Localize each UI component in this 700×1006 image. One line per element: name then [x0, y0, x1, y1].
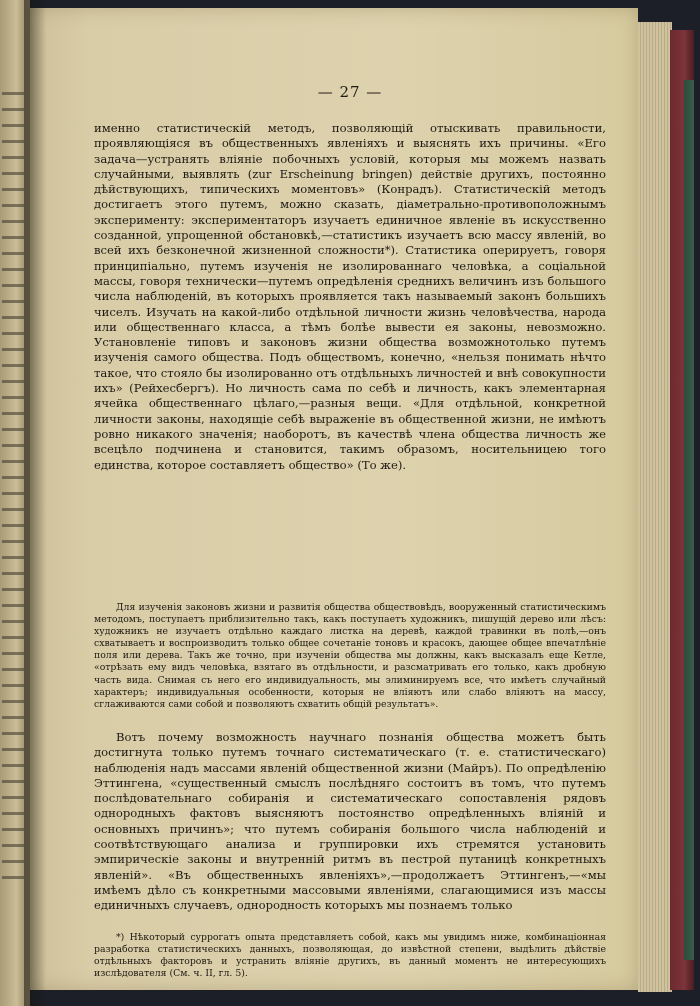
main-paragraph-2: Вотъ почему возможность научнаго познанія общества можетъ быть достигнута только путемъ точнаго систематическаго (т. е. статистическаго) наблюденія надъ массами явленій общественной жизни (Майръ). По опредѣленію Эттингена, «существенный смыслъ послѣдняго состоитъ въ томъ, что путемъ послѣдовательнаго собиранія и систематическаго сопоставленія рядовъ однородныхъ фактовъ выясняютъ постоянство опредѣленныхъ вліяній и основныхъ причинъ»; что путемъ собиранія большого числа наблюденій и соотвѣтствующаго анализа и группировки ихъ стремятся установить эмпирическіе законы и внутренній ритмъ въ пестрой путаницѣ конкретныхъ явленій». «Въ общественныхъ явленіяхъ»,—продолжаетъ Эттингенъ,—«мы имѣемъ дѣло съ конкретными массовыми явленіями, слагающимися изъ массы единичныхъ случаевъ, однородность которыхъ мы познаемъ только	[94, 730, 606, 913]
page-number: — 27 —	[317, 83, 383, 101]
footnote: *) Нѣкоторый суррогатъ опыта представляетъ собой, какъ мы увидимъ ниже, комбинаціонная разработка статистическихъ данныхъ, позволяющая, до извѣстной степени, выдѣлить дѣйствіе отдѣльныхъ факторовъ и устранить вліяніе другихъ, въ данный моментъ не интересующихъ изслѣдователя (См. ч. II, гл. 5).	[94, 932, 606, 980]
page-stack-edges	[638, 22, 672, 992]
book-cover-band	[684, 80, 694, 960]
main-paragraph: именно статистическій методъ, позволяющій отыскивать правильности, проявляющіяся въ общественныхъ явленіяхъ и выяснять ихъ причины. «Его задача—устранять вліяніе побочныхъ условій, которыя мы можемъ назвать случайными, выявлять (zur Erscheinung bringen) действіе другихъ, постоянно дѣйствующихъ, типическихъ моментовъ» (Конрадъ). Статистическій методъ достигаетъ этого путемъ, можно сказать, діаметрально-противоположнымъ эксперименту: экспериментаторъ изучаетъ единичное явленіе въ искусственно созданной, упрощенной обстановкѣ,—статистикъ изучаетъ всю массу явленій, во всей ихъ безконечной жизненной сложности*). Статистика оперируетъ, говоря принципіально, путемъ изученія не изолированнаго человѣка, а соціальной массы, говоря технически—путемъ опредѣленія среднихъ величинъ изъ большого числа наблюденій, въ которыхъ проявляется такъ называемый законъ большихъ чиселъ. Изучать на какой-либо отдѣльной личности жизнь человѣчества, народа или общественнаго класса, а тѣмъ болѣе вывести ея законы, невозможно. Установленіе типовъ и законовъ жизни общества возможнотолько путемъ изученія самого общества. Подъ обществомъ, конечно, «нельзя понимать нѣчто такое, что стояло бы изолированно отъ отдѣльныхъ личностей и внѣ совокупности ихъ» (Рейхесбергъ). Но личность сама по себѣ и личность, какъ элементарная ячейка общественнаго цѣлаго,—разныя вещи. «Для отдѣльной, конкретной личности законы, находящіе себѣ выраженіе въ общественной жизни, не имѣютъ ровно никакого значенія; наоборотъ, въ качествѣ члена общества личность же всецѣло подчинена и становится, такимъ образомъ, носительницею того единства, которое составляетъ общество» (То же).	[94, 121, 606, 472]
gutter-shadow	[24, 0, 46, 1006]
small-print-paragraph: Для изученія законовъ жизни и развитія общества обществовѣдъ, вооруженный статистическимъ методомъ, поступаетъ приблизительно такъ, какъ поступаетъ художникъ, пишущій дерево или лѣсъ: художникъ не изучаетъ отдѣльно каждаго листка на деревѣ, каждой травинки въ полѣ,—онъ схватываетъ и воспроизводитъ только общее сочетаніе тоновъ и красокъ, дающее общее впечатлѣніе поля или дерева. Такъ же точно, при изученіи общества мы должны, какъ высказалъ еще Кетле, «отрѣзать ему видъ человѣка, взятаго въ отдѣльности, и разсматривать его только, какъ дробную часть вида. Снимая съ него его индивидуальность, мы элиминируемъ все, что имѣетъ случайный характеръ; индивидуальныя особенности, которыя не вліяютъ или слабо вліяютъ на массу, сглаживаются сами собой и позволяютъ схватить общій результатъ».	[94, 602, 606, 710]
